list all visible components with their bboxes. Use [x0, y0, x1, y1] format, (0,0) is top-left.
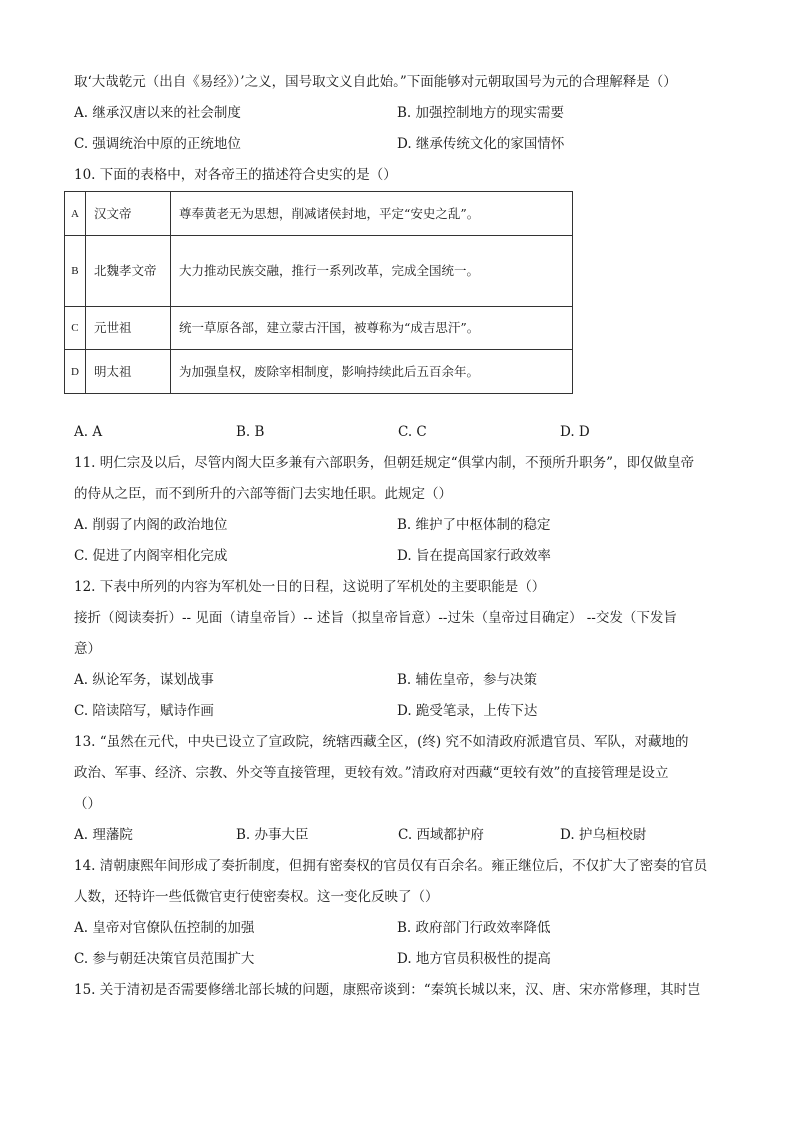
q14-option-a: A. 皇帝对官僚队伍控制的加强	[74, 920, 255, 936]
q10-table	[64, 191, 573, 394]
q10-option-a: A. A	[74, 424, 103, 440]
row-emperor: 汉文帝	[85, 192, 170, 236]
q9-option-c: C. 强调统治中原的正统地位	[74, 136, 241, 152]
table-row	[65, 350, 573, 394]
q10-option-d: D. D	[560, 424, 590, 440]
q9-options-row1	[74, 103, 724, 123]
q14-option-b: B. 政府部门行政效率降低	[397, 920, 551, 936]
row-key: B	[65, 236, 86, 307]
q10-stem: 10. 下面的表格中，对各帝王的描述符合史实的是（）	[74, 167, 397, 183]
q13-options	[74, 825, 724, 845]
q11-option-b: B. 维护了中枢体制的稳定	[397, 517, 551, 533]
q9-option-b: B. 加强控制地方的现实需要	[397, 105, 565, 121]
q11-option-a: A. 削弱了内阁的政治地位	[74, 517, 228, 533]
q12-schedule-line1: 接折（阅读奏折）-- 见面（请皇帝旨）-- 述旨（拟皇帝旨意）--过朱（皇帝过目确定） --交发（下发旨	[74, 610, 677, 626]
q12-option-a: A. 纵论军务，谋划战事	[74, 672, 214, 688]
q11-option-d: D. 旨在提高国家行政效率	[397, 548, 551, 564]
q9-options-row2	[74, 134, 724, 154]
q10-option-b: B. B	[236, 424, 265, 440]
q14-stem-line1: 14. 清朝康熙年间形成了奏折制度，但拥有密奏权的官员仅有百余名。雍正继位后，不仅扩大了密奏的官员	[74, 858, 708, 874]
row-key: D	[65, 350, 86, 394]
exam-page	[71, 72, 724, 1011]
q11-stem-line1: 11. 明仁宗及以后，尽管内阁大臣多兼有六部职务，但朝廷规定“俱掌内制，不预所升职务”，即仅做皇帝	[74, 455, 695, 471]
q12-options-row2	[74, 701, 724, 721]
q13-stem-line2: 政治、军事、经济、宗教、外交等直接管理，更较有效。”清政府对西藏“更较有效”的直接管理是设立	[74, 765, 669, 781]
q11-option-c: C. 促进了内阁宰相化完成	[74, 548, 228, 564]
q12-option-b: B. 辅佐皇帝，参与决策	[397, 672, 538, 688]
q12-options-row1	[74, 670, 724, 690]
row-emperor: 明太祖	[85, 350, 170, 394]
row-emperor: 元世祖	[85, 307, 170, 350]
q12-stem: 12. 下表中所列的内容为军机处一日的日程，这说明了军机处的主要职能是（）	[74, 579, 546, 595]
q14-stem-line2: 人数，还特许一些低微官吏行使密奏权。这一变化反映了（）	[74, 889, 439, 905]
q11-stem-line2: 的侍从之臣，而不到所升的六部等衙门去实地任职。此规定（）	[74, 486, 452, 502]
row-description: 大力推动民族交融，推行一系列改革，完成全国统一。	[170, 236, 572, 307]
q9-stem: 取‘大哉乾元（出自《易经》）’之义，国号取文义自此始。”下面能够对元朝取国号为元的合理解释是（）	[74, 74, 677, 90]
q9-option-a: A. 继承汉唐以来的社会制度	[74, 105, 241, 121]
q13-option-a: A. 理藩院	[74, 827, 133, 843]
table-row	[65, 236, 573, 307]
q13-option-b: B. 办事大臣	[236, 827, 309, 843]
table-row	[65, 192, 573, 236]
q14-option-d: D. 地方官员积极性的提高	[397, 951, 551, 967]
row-key: C	[65, 307, 86, 350]
q14-options-row1	[74, 918, 724, 938]
q13-option-d: D. 护乌桓校尉	[560, 827, 647, 843]
q10-option-c: C. C	[398, 424, 427, 440]
q10-options	[74, 422, 724, 442]
q12-option-d: D. 跪受笔录，上传下达	[397, 703, 538, 719]
row-emperor: 北魏孝文帝	[85, 236, 170, 307]
q13-stem-line3: （）	[74, 796, 101, 812]
q15-stem-line1: 15. 关于清初是否需要修缮北部长城的问题，康熙帝谈到：“秦筑长城以来，汉、唐、宋亦常修理，其时岂	[74, 982, 701, 998]
row-key: A	[65, 192, 86, 236]
q12-schedule-line2: 意）	[74, 641, 101, 657]
q12-option-c: C. 陪读陪写，赋诗作画	[74, 703, 214, 719]
q11-options-row1	[74, 515, 724, 535]
q11-options-row2	[74, 546, 724, 566]
q14-options-row2	[74, 949, 724, 969]
row-description: 尊奉黄老无为思想，削减诸侯封地，平定“安史之乱”。	[170, 192, 572, 236]
q14-option-c: C. 参与朝廷决策官员范围扩大	[74, 951, 255, 967]
row-description: 为加强皇权，废除宰相制度，影响持续此后五百余年。	[170, 350, 572, 394]
q13-stem-line1: 13. “虽然在元代，中央已设立了宣政院，统辖西藏全区，(终) 究不如清政府派遣官员、军队，对藏地的	[74, 734, 689, 750]
table-row	[65, 307, 573, 350]
row-description: 统一草原各部，建立蒙古汗国，被尊称为“成吉思汗”。	[170, 307, 572, 350]
q13-option-c: C. 西域都护府	[398, 827, 484, 843]
q9-option-d: D. 继承传统文化的家国情怀	[397, 136, 565, 152]
